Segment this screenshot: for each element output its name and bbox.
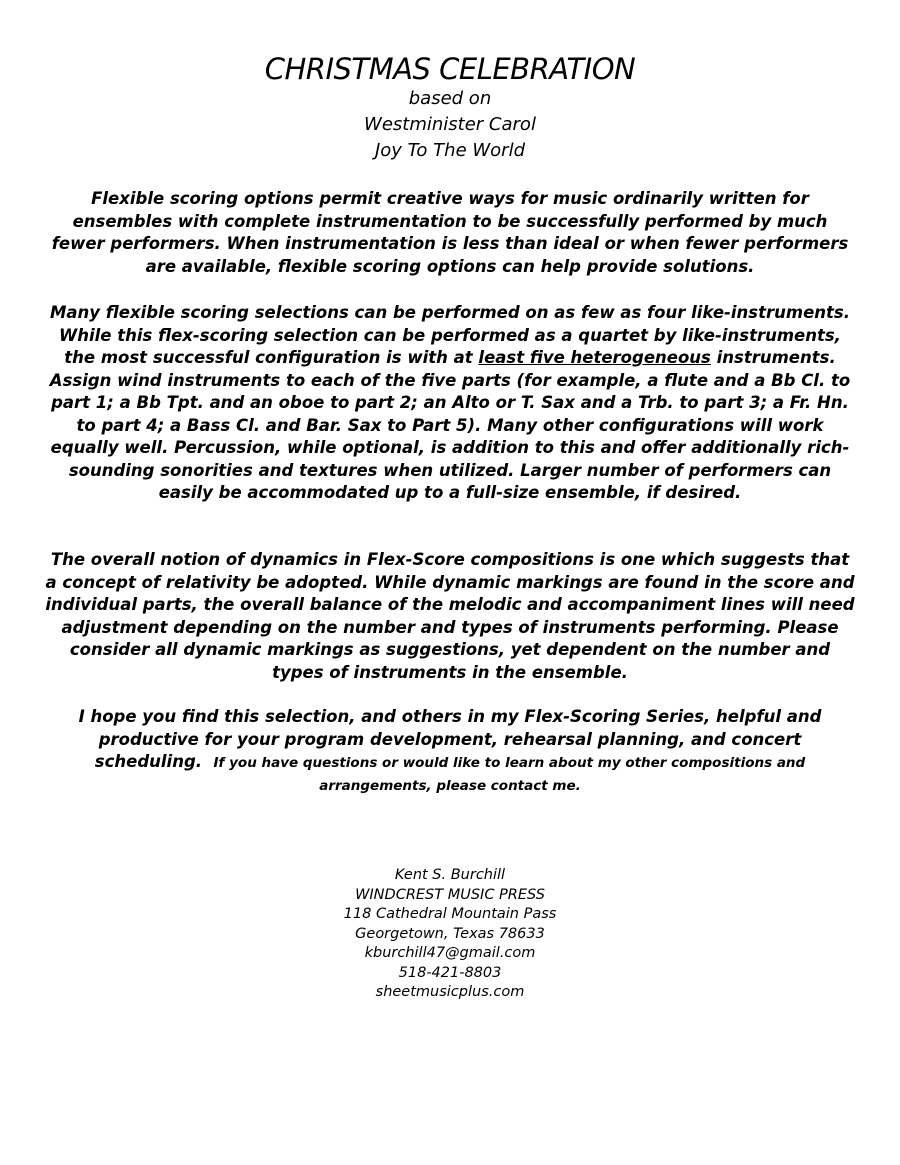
underlined-phrase: least five heterogeneous xyxy=(478,348,711,367)
page-title: CHRISTMAS CELEBRATION xyxy=(264,52,636,86)
contact-company: WINDCREST MUSIC PRESS xyxy=(355,886,545,903)
title-block xyxy=(0,52,900,164)
based-on-label: based on xyxy=(408,88,492,109)
contact-street: 118 Cathedral Mountain Pass xyxy=(343,906,557,922)
contact-name: Kent S. Burchill xyxy=(394,867,506,883)
paragraph-configuration-part-2: instruments. Assign wind instruments to each of the five parts (for example, a flute and a Bb Cl. to part 1; a Bb Tpt. and an oboe to part 2; an Alto or T. Sax and a Trb. to part 3; a Fr. Hn. to part 4; a Bass Cl. and Bar. Sax to Part 5). Many other configurations will work equally well. Percussion, while optional, is addition to this and offer additionally rich-sounding sonorities and textures when utilized. Larger number of performers can easily be accommodated up to a full-size ensemble, if desired. xyxy=(49,348,851,502)
paragraph-flexible-scoring: Flexible scoring options permit creative ways for music ordinarily written for ensembles with complete instrumentation to be successfully performed by much fewer performers. When instrumentation is less than ideal or when fewer performers are available, flexible scoring options can help provide solutions. xyxy=(51,189,849,276)
carol-title-2: Joy To The World xyxy=(374,140,526,161)
contact-email: kburchill47@gmail.com xyxy=(364,945,536,961)
contact-website: sheetmusicplus.com xyxy=(375,984,525,1000)
contact-city: Georgetown, Texas 78633 xyxy=(355,925,545,942)
paragraph-closing-main: I hope you find this selection, and others in my Flex-Scoring Series, helpful and productive for your program development, rehearsal planning, and concert scheduling. xyxy=(78,707,822,771)
paragraph-closing-contact-note: If you have questions or would like to learn about my other compositions and arrangements, please contact me. xyxy=(213,755,806,794)
paragraph-dynamics: The overall notion of dynamics in Flex-Score compositions is one which suggests that a concept of relativity be adopted. While dynamic markings are found in the score and individual parts, the overall balance of the melodic and accompaniment lines will need adjustment depending on the number and types of instruments performing. Please consider all dynamic markings as suggestions, yet dependent on the number and types of instruments in the ensemble. xyxy=(45,550,855,682)
paragraph-configuration xyxy=(45,302,855,505)
paragraph-configuration-part-1: Many flexible scoring selections can be performed on as few as four like-instruments. While this flex-scoring selection can be performed as a quartet by like-instruments, the most successful configuration is with at xyxy=(50,303,850,367)
contact-block xyxy=(0,866,900,1003)
carol-title-1: Westminister Carol xyxy=(364,114,536,135)
paragraph-closing xyxy=(45,706,855,796)
contact-phone: 518-421-8803 xyxy=(398,964,502,981)
